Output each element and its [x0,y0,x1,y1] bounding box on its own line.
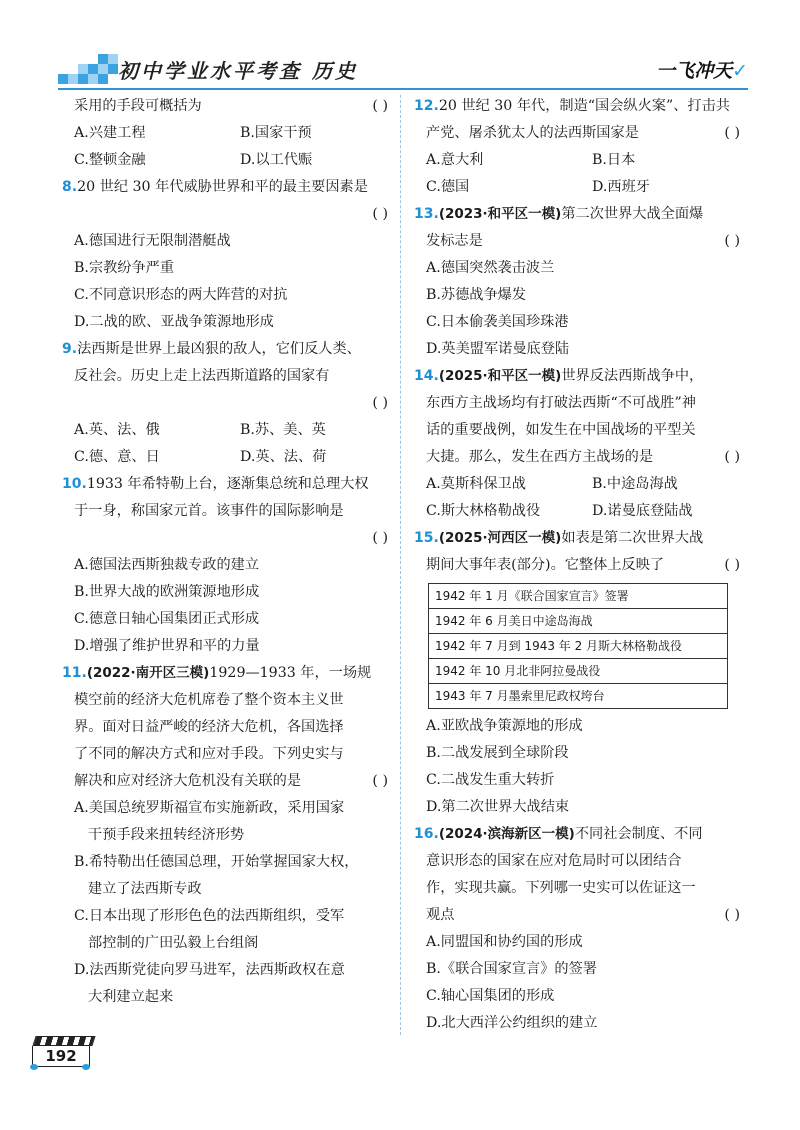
page-number: 192 [32,1046,90,1067]
option-d-line-2: 大利建立起来 [88,989,174,1005]
option-a: A.德国法西斯独裁专政的建立 [74,557,260,573]
answer-bracket: ( ) [724,557,740,573]
question-8 [62,174,392,336]
option-c: C.轴心国集团的形成 [426,988,555,1004]
answer-bracket: ( ) [372,395,388,411]
q15-stem-line: 期间大事年表(部分)。它整体上反映了 [426,557,665,573]
q11-stem-line: 了不同的解决方式和应对手段。下列史实与 [74,746,344,762]
option-c: C.德意日轴心国集团正式形成 [74,611,260,627]
option-c: C.整顿金融 [74,152,146,168]
option-c-line-2: 部控制的广田弘毅上台组阁 [88,935,259,951]
question-number: 9. [62,341,78,357]
table-row: 1943 年 7 月墨索里尼政权垮台 [435,689,605,703]
option-b: B.宗教纷争严重 [74,260,175,276]
q16-stem-line: 观点 [426,907,455,923]
question-number: 14. [414,368,439,384]
q15-stem-line: 如表是第二次世界大战 [561,530,704,546]
q16-stem-line: 不同社会制度、不同 [574,826,703,842]
option-a: A.亚欧战争策源地的形成 [426,718,583,734]
question-11 [62,660,392,1011]
page-footer [30,1030,102,1072]
option-b: B.国家干预 [240,125,312,141]
option-d: D.以工代赈 [240,152,313,168]
answer-bracket: ( ) [724,907,740,923]
option-d: D.北大西洋公约组织的建立 [426,1015,598,1031]
header-title: 初中学业水平考查 历史 [118,59,358,83]
answer-bracket: ( ) [372,98,388,114]
question-number: 8. [62,179,78,195]
q11-stem-line: 界。面对日益严峻的经济大危机，各国选择 [74,719,344,735]
q14-stem-line: 话的重要战例，如发生在中国战场的平型关 [426,422,696,438]
q13-stem-line: 发标志是 [426,233,483,249]
question-10 [62,471,392,660]
option-c: C.德国 [426,179,470,195]
option-c: C.斯大林格勒战役 [426,503,541,519]
option-a: A.意大利 [426,152,484,168]
option-d: D.增强了维护世界和平的力量 [74,638,260,654]
q12-stem-line: 20 世纪 30 年代，制造“国会纵火案”、打击共 [438,98,730,114]
page-header [58,52,748,88]
table-row: 1942 年 10 月北非阿拉曼战役 [429,659,727,684]
option-a: A.莫斯科保卫战 [426,476,526,492]
option-b: B.《联合国家宣言》的签署 [426,961,597,977]
option-d-line-1: D.法西斯党徒向罗马进军，法西斯政权在意 [74,962,345,978]
question-7-tail [62,93,392,174]
question-15 [414,525,744,821]
question-number: 10. [62,476,87,492]
q16-stem-line: 作，实现共赢。下列哪一史实可以佐证这一 [426,880,696,896]
option-d: D.第二次世界大战结束 [426,799,570,815]
option-d: D.英美盟军诺曼底登陆 [426,341,570,357]
q13-stem-line: 第二次世界大战全面爆 [561,206,704,222]
option-b-line-2: 建立了法西斯专政 [88,881,202,897]
question-source: (2025·和平区一模) [438,368,562,384]
q8-stem-line: 20 世纪 30 年代威胁世界和平的最主要因素是 [77,179,368,195]
option-a: A.德国突然袭击波兰 [426,260,555,276]
film-strip-icon [32,1036,95,1046]
answer-bracket: ( ) [372,773,388,789]
q7-stem-line: 采用的手段可概括为 [74,98,202,114]
question-number: 13. [414,206,439,222]
q14-stem-line: 世界反法西斯战争中， [561,368,704,384]
right-column [414,93,744,1037]
answer-bracket: ( ) [724,233,740,249]
q10-stem-line: 于一身，称国家元首。该事件的国际影响是 [74,503,344,519]
question-source: (2023·和平区一模) [438,206,562,222]
q11-stem-line: 模空前的经济大危机席卷了整个资本主义世 [74,692,344,708]
question-13 [414,201,744,363]
option-b: B.世界大战的欧洲策源地形成 [74,584,260,600]
option-c: C.不同意识形态的两大阵营的对抗 [74,287,288,303]
question-source: (2024·滨海新区一模) [438,826,575,842]
q11-stem-line: 解决和应对经济大危机没有关联的是 [74,773,302,789]
answer-bracket: ( ) [724,449,740,465]
chronology-table [428,583,728,709]
option-c: C.日本偷袭美国珍珠港 [426,314,569,330]
option-c: C.德、意、日 [74,449,160,465]
option-a: A.德国进行无限制潜艇战 [74,233,231,249]
brand-check-icon: ✓ [732,60,748,82]
option-a: A.同盟国和协约国的形成 [426,934,583,950]
table-row: 1942 年 1 月《联合国家宣言》签署 [429,584,727,609]
footer-dot-icon [30,1064,38,1070]
brand-text: 一飞冲天 [656,60,733,82]
q14-stem-line: 大捷。那么，发生在西方主战场的是 [426,449,654,465]
question-16 [414,821,744,1037]
footer-dot-icon [82,1064,90,1070]
option-a: A.兴建工程 [74,125,146,141]
q16-stem-line: 意识形态的国家在应对危局时可以团结合 [426,853,682,869]
header-brand [656,56,748,83]
q11-stem-line: 1929—1933 年，一场规 [209,665,372,681]
option-b: B.二战发展到全球阶段 [426,745,569,761]
table-row: 1942 年 7 月到 1943 年 2 月斯大林格勒战役 [429,634,727,659]
option-c-line-1: C.日本出现了形形色色的法西斯组织，受军 [74,908,345,924]
answer-bracket: ( ) [724,125,740,141]
option-a-line-2: 干预手段来扭转经济形势 [88,827,245,843]
option-b: B.日本 [592,152,636,168]
option-d: D.诺曼底登陆战 [592,503,693,519]
option-a-line-1: A.美国总统罗斯福宣布实施新政，采用国家 [74,800,345,816]
option-b-line-1: B.希特勒出任德国总理，开始掌握国家大权， [74,854,359,870]
option-d: D.二战的欧、亚战争策源地形成 [74,314,274,330]
question-number: 16. [414,826,439,842]
q12-stem-line: 产党、屠杀犹太人的法西斯国家是 [426,125,639,141]
q9-stem-line: 反社会。历史上走上法西斯道路的国家有 [74,368,330,384]
q9-stem-line: 法西斯是世界上最凶狠的敌人，它们反人类、 [77,341,361,357]
question-9 [62,336,392,471]
option-c: C.二战发生重大转折 [426,772,555,788]
question-number: 11. [62,665,87,681]
option-a: A.英、法、俄 [74,422,160,438]
option-d: D.英、法、荷 [240,449,327,465]
q10-stem-line: 1933 年希特勒上台，逐渐集总统和总理大权 [86,476,369,492]
option-b: B.苏德战争爆发 [426,287,527,303]
q14-stem-line: 东西方主战场均有打破法西斯“不可战胜”神 [426,395,696,411]
question-number: 12. [414,98,439,114]
question-source: (2025·河西区一模) [438,530,562,546]
option-b: B.中途岛海战 [592,476,678,492]
answer-bracket: ( ) [372,206,388,222]
answer-bracket: ( ) [372,530,388,546]
question-source: (2022·南开区三模) [86,665,210,681]
left-column [62,93,392,1011]
header-logo-grid-icon [58,58,118,84]
question-number: 15. [414,530,439,546]
column-divider [400,95,401,1035]
question-14 [414,363,744,525]
table-row: 1942 年 6 月美日中途岛海战 [429,609,727,634]
option-d: D.西班牙 [592,179,650,195]
header-rule [58,88,748,90]
option-b: B.苏、美、英 [240,422,326,438]
question-12 [414,93,744,201]
